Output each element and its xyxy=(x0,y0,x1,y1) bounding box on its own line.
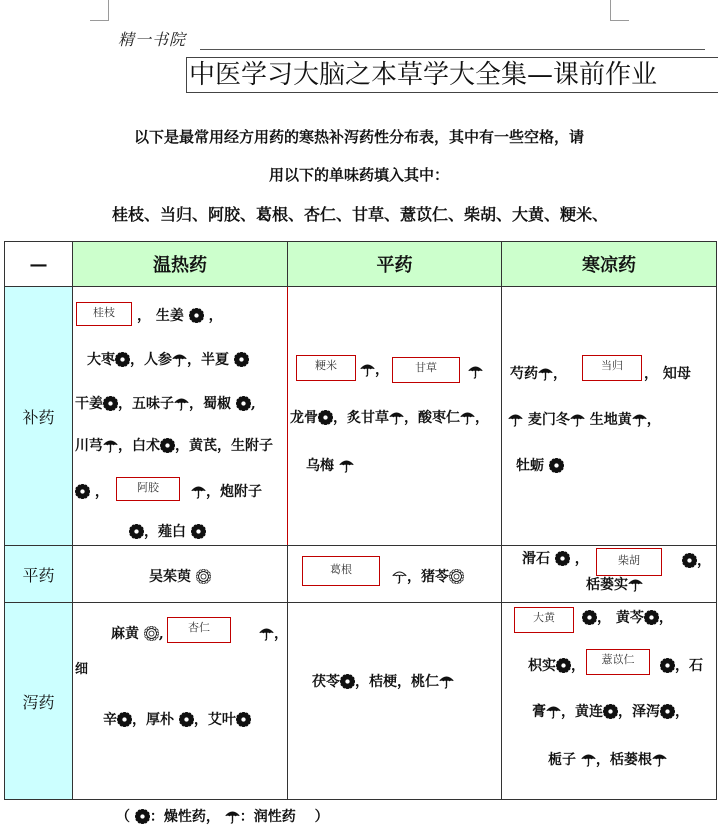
herb-text: 膏 xyxy=(532,704,546,720)
umbrella-icon xyxy=(174,396,189,411)
gear-icon xyxy=(549,458,564,473)
umbrella-icon xyxy=(628,577,643,592)
herb-text: 炮附子 xyxy=(220,484,262,500)
herb-text: ，人参 xyxy=(130,352,172,368)
row-header-tonify: 补药 xyxy=(5,287,73,546)
gear-icon xyxy=(234,352,249,367)
herb-text: ，炙甘草 xyxy=(333,410,389,426)
gear-icon xyxy=(644,610,659,625)
gear-icon xyxy=(117,712,132,727)
umbrella-icon xyxy=(546,704,561,719)
herb-text: 大枣 xyxy=(87,352,115,368)
herb-text: 栝蒌实 xyxy=(586,577,628,593)
herb-text: ，石 xyxy=(675,658,703,674)
gear-icon xyxy=(660,704,675,719)
umbrella-icon xyxy=(172,352,187,367)
answer-box[interactable]: 当归 xyxy=(582,355,642,381)
herb-text: 细 xyxy=(75,662,89,677)
legend-open: （ xyxy=(116,809,130,825)
herb-text: ，栝蒌根 xyxy=(595,752,652,768)
gear-icon xyxy=(196,569,211,584)
cell-tonify-cold xyxy=(502,287,717,546)
herb-list: 桂枝、当归、阿胶、葛根、杏仁、甘草、薏苡仁、柴胡、大黄、粳米、 xyxy=(112,205,609,224)
herb-text: ， xyxy=(208,308,223,324)
herb-text: 芍药 xyxy=(510,366,538,382)
answer-box[interactable]: 甘草 xyxy=(392,357,460,383)
herb-text: 麻黄 xyxy=(111,626,139,642)
herb-text: ， xyxy=(274,626,288,642)
herb-text: ，泽泻 xyxy=(618,704,660,720)
logo-text: 精一书院 xyxy=(118,30,187,49)
gear-icon xyxy=(236,396,251,411)
cell-neutral-neutral xyxy=(288,546,502,603)
herb-text: ，黄芪，生附子 xyxy=(175,438,273,454)
herb-text: 牡蛎 xyxy=(516,458,544,474)
answer-box[interactable]: 桂枝 xyxy=(76,302,132,326)
herb-text: ，半夏 xyxy=(187,352,229,368)
herb-text: ， xyxy=(658,610,673,626)
umbrella-icon xyxy=(103,438,118,453)
herb-text: 茯苓 xyxy=(312,674,340,690)
gear-icon xyxy=(191,524,206,539)
gear-icon xyxy=(449,569,464,584)
herb-text: ， xyxy=(571,658,585,674)
legend-close: ） xyxy=(314,809,329,825)
herb-text: ，蜀椒 xyxy=(189,396,231,412)
answer-box[interactable]: 阿胶 xyxy=(116,477,180,501)
herb-text: ， 黄芩 xyxy=(597,610,644,626)
herb-text: 乌梅 xyxy=(306,458,334,474)
answer-box[interactable]: 大黄 xyxy=(514,607,574,633)
gear-icon xyxy=(179,712,194,727)
herb-text: ，白术 xyxy=(118,438,160,454)
gear-icon xyxy=(75,484,90,499)
title-rule xyxy=(200,49,705,50)
cell-neutral-cold: 滑石 ， 柴胡 ， 栝蒌实 xyxy=(502,546,717,603)
gear-icon xyxy=(682,553,697,568)
herb-text: 滑石 xyxy=(522,551,550,567)
gear-icon xyxy=(115,352,130,367)
gear-icon xyxy=(144,626,159,641)
herb-text: 吴茱萸 xyxy=(149,569,191,585)
crop-mark-left xyxy=(90,0,109,21)
herb-text: , xyxy=(158,626,164,642)
herb-text: 干姜 xyxy=(75,396,103,412)
herb-text: ，桔梗，桃仁 xyxy=(355,674,439,690)
herb-text: 生地黄 xyxy=(589,412,632,428)
answer-box[interactable]: 粳米 xyxy=(296,355,356,381)
herb-text: 麦门冬 xyxy=(527,412,570,428)
herb-text: ， xyxy=(675,704,689,720)
gear-icon xyxy=(236,712,251,727)
row-header-neutral: 平药 xyxy=(5,546,73,603)
herb-text: ，五味子 xyxy=(118,396,174,412)
umbrella-icon xyxy=(460,410,475,425)
cell-tonify-warm: 桂枝 ， 生姜 ， 大枣 ，人参 ，半夏 干姜 ，五味子 ，蜀椒 , 川芎 ，白术 ，黄芪，生附子 ， 阿胶 ，炮附子 ，薤白 xyxy=(73,287,288,546)
gear-icon xyxy=(135,809,150,824)
umbrella-icon xyxy=(538,366,553,381)
gear-icon xyxy=(340,674,355,689)
gear-icon xyxy=(556,658,571,673)
herb-text: 辛 xyxy=(103,712,117,728)
cell-purge-neutral xyxy=(288,603,502,800)
intro-line-1: 以下是最常用经方用药的寒热补泻药性分布表，其中有一些空格，请 xyxy=(133,128,584,146)
gear-icon xyxy=(103,396,118,411)
herb-text: ，酸枣仁 xyxy=(404,410,460,426)
herb-text: 龙骨 xyxy=(290,410,318,426)
umbrella-icon xyxy=(259,626,274,641)
answer-box[interactable]: 葛根 xyxy=(302,556,380,586)
answer-box[interactable]: 杏仁 xyxy=(167,617,231,643)
herb-property-table xyxy=(4,241,717,800)
cell-neutral-warm xyxy=(73,546,288,603)
herb-text: ， 生姜 xyxy=(137,308,184,324)
gear-icon xyxy=(318,410,333,425)
gear-icon xyxy=(189,308,204,323)
herb-text: ，薤白 xyxy=(144,524,186,540)
umbrella-icon xyxy=(360,362,375,377)
cell-purge-cold xyxy=(502,603,717,800)
herb-text: ， xyxy=(646,412,661,428)
umbrella-icon xyxy=(581,752,596,767)
umbrella-icon xyxy=(439,674,454,689)
row-header-purge: 泻药 xyxy=(5,603,73,800)
herb-text: ， xyxy=(553,366,567,382)
herb-text: 枳实 xyxy=(528,658,556,674)
umbrella-icon xyxy=(389,410,404,425)
herb-text: ， xyxy=(94,484,109,500)
gear-icon xyxy=(160,438,175,453)
page-title: 中医学习大脑之本草学大全集—课前作业 xyxy=(186,57,718,93)
herb-text: ，黄连 xyxy=(561,704,603,720)
umbrella-icon xyxy=(339,458,354,473)
herb-text: 栀子 xyxy=(548,752,576,768)
gear-icon xyxy=(129,524,144,539)
legend xyxy=(116,806,329,826)
answer-box[interactable]: 柴胡 xyxy=(596,548,662,576)
gear-icon xyxy=(555,551,570,566)
herb-text: 川芎 xyxy=(75,438,103,454)
col-header-neutral: 平药 xyxy=(288,242,502,287)
legend-dry-label: ：燥性药， xyxy=(149,809,220,825)
herb-text: ， xyxy=(475,410,489,426)
gear-icon xyxy=(582,610,597,625)
umbrella-icon xyxy=(225,809,240,824)
umbrella-icon xyxy=(652,752,667,767)
col-header-cold: 寒凉药 xyxy=(502,242,717,287)
cell-purge-warm xyxy=(73,603,288,800)
herb-text: ， 知母 xyxy=(644,366,691,382)
umbrella-icon xyxy=(508,412,523,427)
legend-moist-label: ：润性药 xyxy=(239,809,296,825)
gear-icon xyxy=(660,658,675,673)
herb-text: ，厚朴 xyxy=(132,712,174,728)
cell-tonify-neutral: 粳米 ， 甘草 龙骨 ，炙甘草 ，酸枣仁 ， 乌梅 xyxy=(288,287,502,546)
umbrella-icon xyxy=(191,484,206,499)
umbrella-icon xyxy=(392,569,407,584)
herb-text: ， xyxy=(574,551,589,567)
umbrella-icon xyxy=(468,364,483,379)
gear-icon xyxy=(603,704,618,719)
col-header-warm: 温热药 xyxy=(73,242,288,287)
intro-line-2: 用以下的单味药填入其中： xyxy=(268,166,449,184)
table-corner: — xyxy=(5,242,73,287)
umbrella-icon xyxy=(570,412,585,427)
herb-text: ，猪苓 xyxy=(407,569,449,585)
umbrella-icon xyxy=(632,412,647,427)
herb-text: ，艾叶 xyxy=(193,712,236,728)
answer-box[interactable]: 薏苡仁 xyxy=(586,649,650,675)
crop-mark-right xyxy=(610,0,629,21)
